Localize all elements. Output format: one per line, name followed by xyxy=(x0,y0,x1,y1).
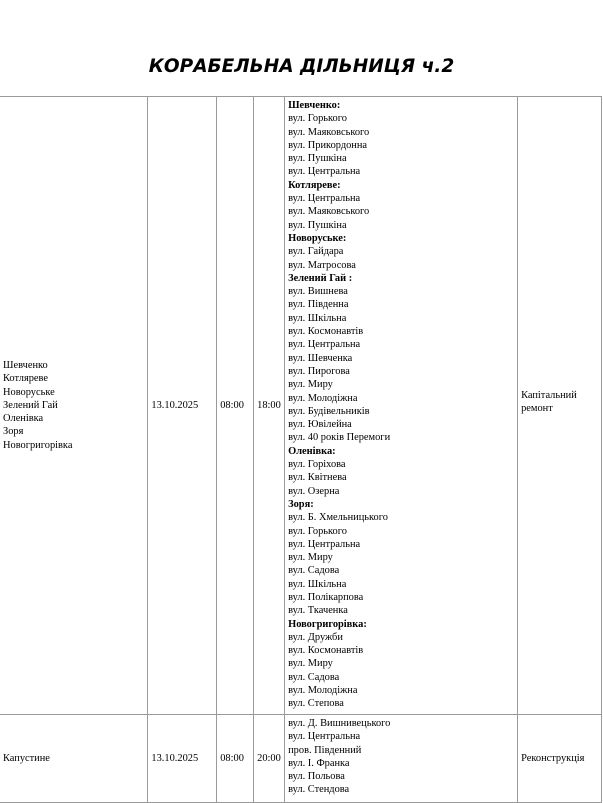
work-type-cell xyxy=(518,97,602,715)
work-type-cell xyxy=(518,715,602,803)
street-item: вул. Шевченка xyxy=(288,352,353,364)
street-item: вул. Горького xyxy=(288,113,347,125)
street-item: вул. Полікарпова xyxy=(288,591,364,603)
settlement-name: Шевченко xyxy=(3,359,48,371)
settlement-name: Капустине xyxy=(3,752,50,764)
streets-cell xyxy=(285,715,518,803)
work-type-line: Реконструкція xyxy=(521,752,585,764)
settlement-name: Зоря xyxy=(3,426,24,438)
settlements-cell xyxy=(0,97,148,715)
street-item: вул. 40 років Перемоги xyxy=(288,432,391,444)
street-item: вул. Миру xyxy=(288,552,333,564)
time-to-cell: 18:00 xyxy=(254,97,285,715)
street-item: вул. Центральна xyxy=(288,339,361,351)
street-item: вул. Горького xyxy=(288,525,347,537)
village-heading: Котляреве: xyxy=(288,179,341,191)
settlement-name: Новогригорівка xyxy=(3,439,73,451)
street-item: вул. Горіхова xyxy=(288,459,346,471)
street-item: вул. Маяковського xyxy=(288,126,370,138)
street-item: вул. Будівельників xyxy=(288,405,370,417)
village-heading: Новогригорівка: xyxy=(288,618,367,630)
time-from-cell: 08:00 xyxy=(217,97,254,715)
village-heading: Оленівка: xyxy=(288,445,336,457)
street-item: вул. Ткаченка xyxy=(288,605,348,617)
street-item: вул. Вишнева xyxy=(288,286,348,298)
street-item: вул. Шкільна xyxy=(288,312,347,324)
street-item: вул. Степова xyxy=(288,698,344,710)
street-item: вул. Д. Вишнивецького xyxy=(288,718,391,729)
street-item: пров. Південний xyxy=(288,744,362,756)
street-item: вул. Садова xyxy=(288,565,340,577)
street-item: вул. Космонавтів xyxy=(288,326,364,338)
work-type-line: ремонт xyxy=(521,403,553,415)
street-item: вул. Стендова xyxy=(288,784,350,796)
street-item: вул. Садова xyxy=(288,671,340,683)
street-item: вул. Польова xyxy=(288,771,345,783)
street-item: вул. Пирогова xyxy=(288,365,350,377)
street-item: вул. Миру xyxy=(288,658,333,670)
settlement-name: Котляреве xyxy=(3,373,48,385)
settlements-cell xyxy=(0,715,148,803)
table-row xyxy=(0,97,602,715)
street-item: вул. Південна xyxy=(288,299,349,311)
street-item: вул. Пушкіна xyxy=(288,153,347,165)
street-item: вул. Молодіжна xyxy=(288,685,358,697)
street-item: вул. Б. Хмельницького xyxy=(288,512,388,524)
street-item: вул. Маяковського xyxy=(288,206,370,218)
street-item: вул. Шкільна xyxy=(288,578,347,590)
village-heading: Зоря: xyxy=(288,498,314,510)
settlement-name: Оленівка xyxy=(3,413,44,425)
street-item: вул. Центральна xyxy=(288,193,361,205)
time-to-cell: 20:00 xyxy=(254,715,285,803)
street-item: вул. Пушкіна xyxy=(288,219,347,231)
street-item: вул. Центральна xyxy=(288,731,361,743)
street-item: вул. Прикордонна xyxy=(288,139,368,151)
table-row xyxy=(0,715,602,803)
street-item: вул. Центральна xyxy=(288,166,361,178)
street-item: вул. Дружби xyxy=(288,631,343,643)
street-item: вул. І. Франка xyxy=(288,757,350,769)
outage-schedule-table xyxy=(0,96,602,803)
street-item: вул. Миру xyxy=(288,379,333,391)
street-item: вул. Ювілейна xyxy=(288,419,352,431)
street-item: вул. Озерна xyxy=(288,485,340,497)
date-cell: 13.10.2025 xyxy=(148,97,217,715)
street-item: вул. Гайдара xyxy=(288,246,344,258)
street-item: вул. Матросова xyxy=(288,259,356,271)
date-cell: 13.10.2025 xyxy=(148,715,217,803)
work-type-line: Капітальний xyxy=(521,390,577,401)
street-item: вул. Квітнева xyxy=(288,472,347,484)
settlement-name: Зелений Гай xyxy=(3,399,58,411)
page-title: КОРАБЕЛЬНА ДІЛЬНИЦЯ ч.2 xyxy=(148,56,455,77)
settlement-name: Новоруське xyxy=(3,386,55,398)
street-item: вул. Центральна xyxy=(288,538,361,550)
street-item: вул. Космонавтів xyxy=(288,645,364,657)
streets-cell xyxy=(285,97,518,715)
village-heading: Новоруське: xyxy=(288,232,347,244)
village-heading: Шевченко: xyxy=(288,100,341,111)
street-item: вул. Молодіжна xyxy=(288,392,358,404)
village-heading: Зелений Гай : xyxy=(288,272,353,284)
time-from-cell: 08:00 xyxy=(217,715,254,803)
